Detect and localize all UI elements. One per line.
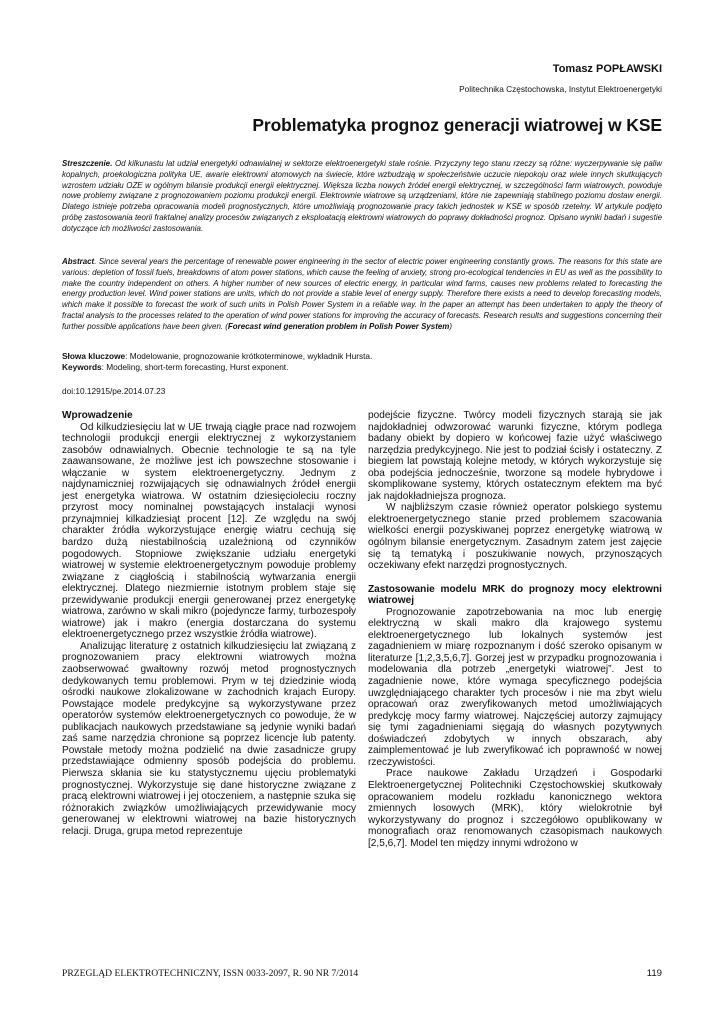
paragraph: podejście fizyczne. Twórcy modeli fizycznych starają sie jak najdokładniej odwzorować warunki fizyczne, którym podlega badany obiekt by dopiero w końcowej fazie użyć właściwego narzędzia predykcyjnego. Nie jest to podział ścisły i ostateczny. Z biegiem lat powstają kolejne metody, w których wykorzystuje się oba podejścia jednocześnie, tworzone są modele hybrydowe i skomplikowane systemy, których ostatecznym efektem ma być jak najdokładniejsza prognoza. [368,410,662,502]
paragraph: W najbliższym czasie również operator polskiego systemu elektroenergetycznego stanie przed problemem szacowania wielkości energii pozyskiwanej poprzez energetykę wiatrową w ogólnym bilansie energetycznym. Zasadnym zatem jest zajęcie się tą tematyką i poszukiwanie nowych, przynoszących oczekiwany efekt narzędzi prognostycznych. [368,502,662,572]
paragraph: Prognozowanie zapotrzebowania na moc lub energię elektryczną w skali makro dla krajowego systemu elektroenergetycznego lub lokalnych systemów jest zagadnieniem w miarę rozpoznanym i dość szeroko opisanym w literaturze [1,2,3,5,6,7]. Gorzej jest w przypadku prognozowania i modelowania dla potrzeb „energetyki wiatrowej”. Jest to zagadnienie nowe, które wymaga specyficznego podejścia uwzględniającego charakter tych procesów i nie ma zbyt wielu opracowań oraz zweryfikowanych metod umożliwiających predykcję mocy farmy wiatrowej. Najczęściej autorzy zajmujący się tymi zagadnieniami sięgają do własnych pozytywnych doświadczeń zdobytych w innych obszarach, aby zaimplementować je lub zweryfikować ich poprawność w nowej rzeczywistości. [368,606,662,768]
right-column [368,410,662,849]
section-heading-intro: Wprowadzenie [62,410,133,421]
journal-footer: PRZEGLĄD ELEKTROTECHNICZNY, ISSN 0033-2097, R. 90 NR 7/2014 [62,968,359,979]
doi: doi:10.12915/pe.2014.07.23 [62,386,166,396]
keywords-polish-label: Słowa kluczowe [62,351,126,361]
keywords-polish [62,351,662,362]
paragraph: Analizując literaturę z ostatnich kilkudziesięciu lat związaną z prognozowaniem pracy elektrowni wiatrowych można zaobserwować gwałtowny rozwój metod prognostycznych dedykowanych temu problemowi. Prym w tej dziedzinie wiodą ośrodki naukowe zlokalizowane w zachodnich krajach Europy. Powstające modele predykcyjne są wykorzystywane przez operatorów systemów elektroenergetycznych co powoduje, że w publikacjach naukowych przedstawiane są jedynie wyniki badań zaś same narzędzia chronione są poprzez licencje lub patenty. Powstałe metody można podzielić na dwie zasadnicze grupy przedstawiające odmienny sposób podejścia do problemu. Pierwsza skłania sie ku statystycznemu ujęciu problematyki prognostycznej. Wykorzystuje się dane historyczne związane z pracą elektrowni wiatrowej i jej otoczeniem, a następnie szuka się różnorakich związków umożliwiających przewidywanie mocy generowanej w elektrowni wiatrowej na bazie historycznych relacji. Druga, grupa metod reprezentuje [62,640,356,837]
author-name: Tomasz POPŁAWSKI [552,63,662,75]
page-number: 119 [646,968,662,979]
keywords-english-label: Keywords [62,362,102,372]
abstract-english-close: ) [449,321,452,331]
abstract-polish-label: Streszczenie. [62,159,113,168]
paragraph: Od kilkudziesięciu lat w UE trwają ciągłe prace nad rozwojem technologii produkcji energii elektrycznej z wykorzystaniem zasobów odnawialnych. Obecnie technologie te są na tyle zaawansowane, że możliwe jest ich powszechne stosowanie i włączanie w system elektroenergetyczny. Jednym z najdynamiczniej rozwijających się odnawialnych źródeł energii jest energetyka wiatrowa. W ostatnim dziesięcioleciu roczny przyrost mocy nominalnej powstających instalacji wynosi przynajmniej kilkadziesiąt procent [12]. Ze względu na swój charakter źródła wykorzystujące energię wiatru cechują się bardzo dużą niestabilnością uzależnioną od czynników pogodowych. Stopniowe zwiększanie udziału energetyki wiatrowej w systemie elektroenergetycznym powoduje problemy związane z ciągłością i stabilnością wytwarzania energii elektrycznej. Dlatego niezmiernie istotnym problem staje się przewidywanie produkcji energii generowanej przez energetykę wiatrowa, zarówno w skali mikro (pojedyncze farmy, turbozespoły wiatrowe) jak i makro (energia dostarczana do systemu elektroenergetycznego przez wszystkie źródła wiatrowe). [62,421,356,641]
paper-title: Problematyka prognoz generacji wiatrowej w KSE [252,115,662,135]
keywords-english [62,362,662,373]
keywords-english-text: : Modeling, short-term forecasting, Hurst exponent. [101,362,289,372]
english-title: Forecast wind generation problem in Polish Power System [227,321,450,331]
section-spacer [368,572,662,584]
author-affiliation: Politechnika Częstochowska, Instytut Elektroenergetyki [459,84,662,94]
keywords-polish-text: : Modelowanie, prognozowanie krótkoterminowe, wykładnik Hursta. [125,351,373,361]
section-heading-mrk: Zastosowanie modelu MRK do prognozy mocy elektrowni wiatrowej [368,583,662,607]
abstract-english-label: Abstract [62,257,95,266]
left-column [62,410,356,837]
abstract-english-text: . Since several years the percentage of renewable power engineering in the sector of electric power engineering constantly grows. The reasons for this state are various: depletion of fossil fuels, breakdowns of atom power stations, which cause the feeling of anxiety, strong pro-ecological tendencies in EU as well as the possibility to make the country independent on others. A higher number of new sources of electric energy, in particular wind farms, causes new problems related to forecasting the energy production level. Wind power stations are units, which do not provide a stable level of energy supply. Therefore there exists a need to develop forecasting models, which make it possible to forecast the work of such units in Polish Power System in a reliable way. In the paper an attempt has been undertaken to apply the theory of fractal analysis to the processes related to the operation of wind power stations for improving the accuracy of forecasts. Research results and suggestions concerning their further possible applications have been given. ( [62,257,662,331]
abstract-english [62,257,662,332]
paragraph: Prace naukowe Zakładu Urządzeń i Gospodarki Elektroenergetycznej Politechniki Częstochowskiej skutkowały opracowaniem modelu rozkładu kanonicznego wektora zmiennych losowych (MRK), który wielokrotnie był wykorzystywany do prognoz i szczegółowo opublikowany w monografiach oraz renomowanych czasopismach naukowych [2,5,6,7]. Model ten między innymi wdrożono w [368,768,662,849]
abstract-polish-text: Od kilkunastu lat udział energetyki odnawialnej w sektorze elektroenergetyki stale rośnie. Przyczyny tego stanu rzeczy są różne: wyczerpywanie się paliw kopalnych, proekologiczna polityka UE, awarie elektrowni atomowych na świecie, które wzbudzają w społeczeństwie uczucie niepokoju oraz wiele innych skutkujących wzrostem udziału OZE w ogólnym bilansie produkcji energii elektrycznej. Większa liczba nowych źródeł energii elektrycznej, w szczególności farm wiatrowych, powoduje nowe problemy związane z prognozowaniem poziomu produkcji energii. Elektrownie wiatrowe są urządzeniami, które nie zapewniają stabilnego poziomu dostaw energii. Dlatego istnieje potrzeba opracowania modeli prognostycznych, które umożliwiają prognozowanie pracy takich jednostek w KSE w sposób rzetelny. W artykule podjęto próbę zastosowania teorii fraktalnej analizy procesów związanych z eksploatacją elektrowni wiatrowych do poprawy dokładności prognoz. Opisano wyniki badań i sugestie dotyczące ich możliwości zastosowania. [62,159,662,233]
abstract-polish [62,159,662,234]
